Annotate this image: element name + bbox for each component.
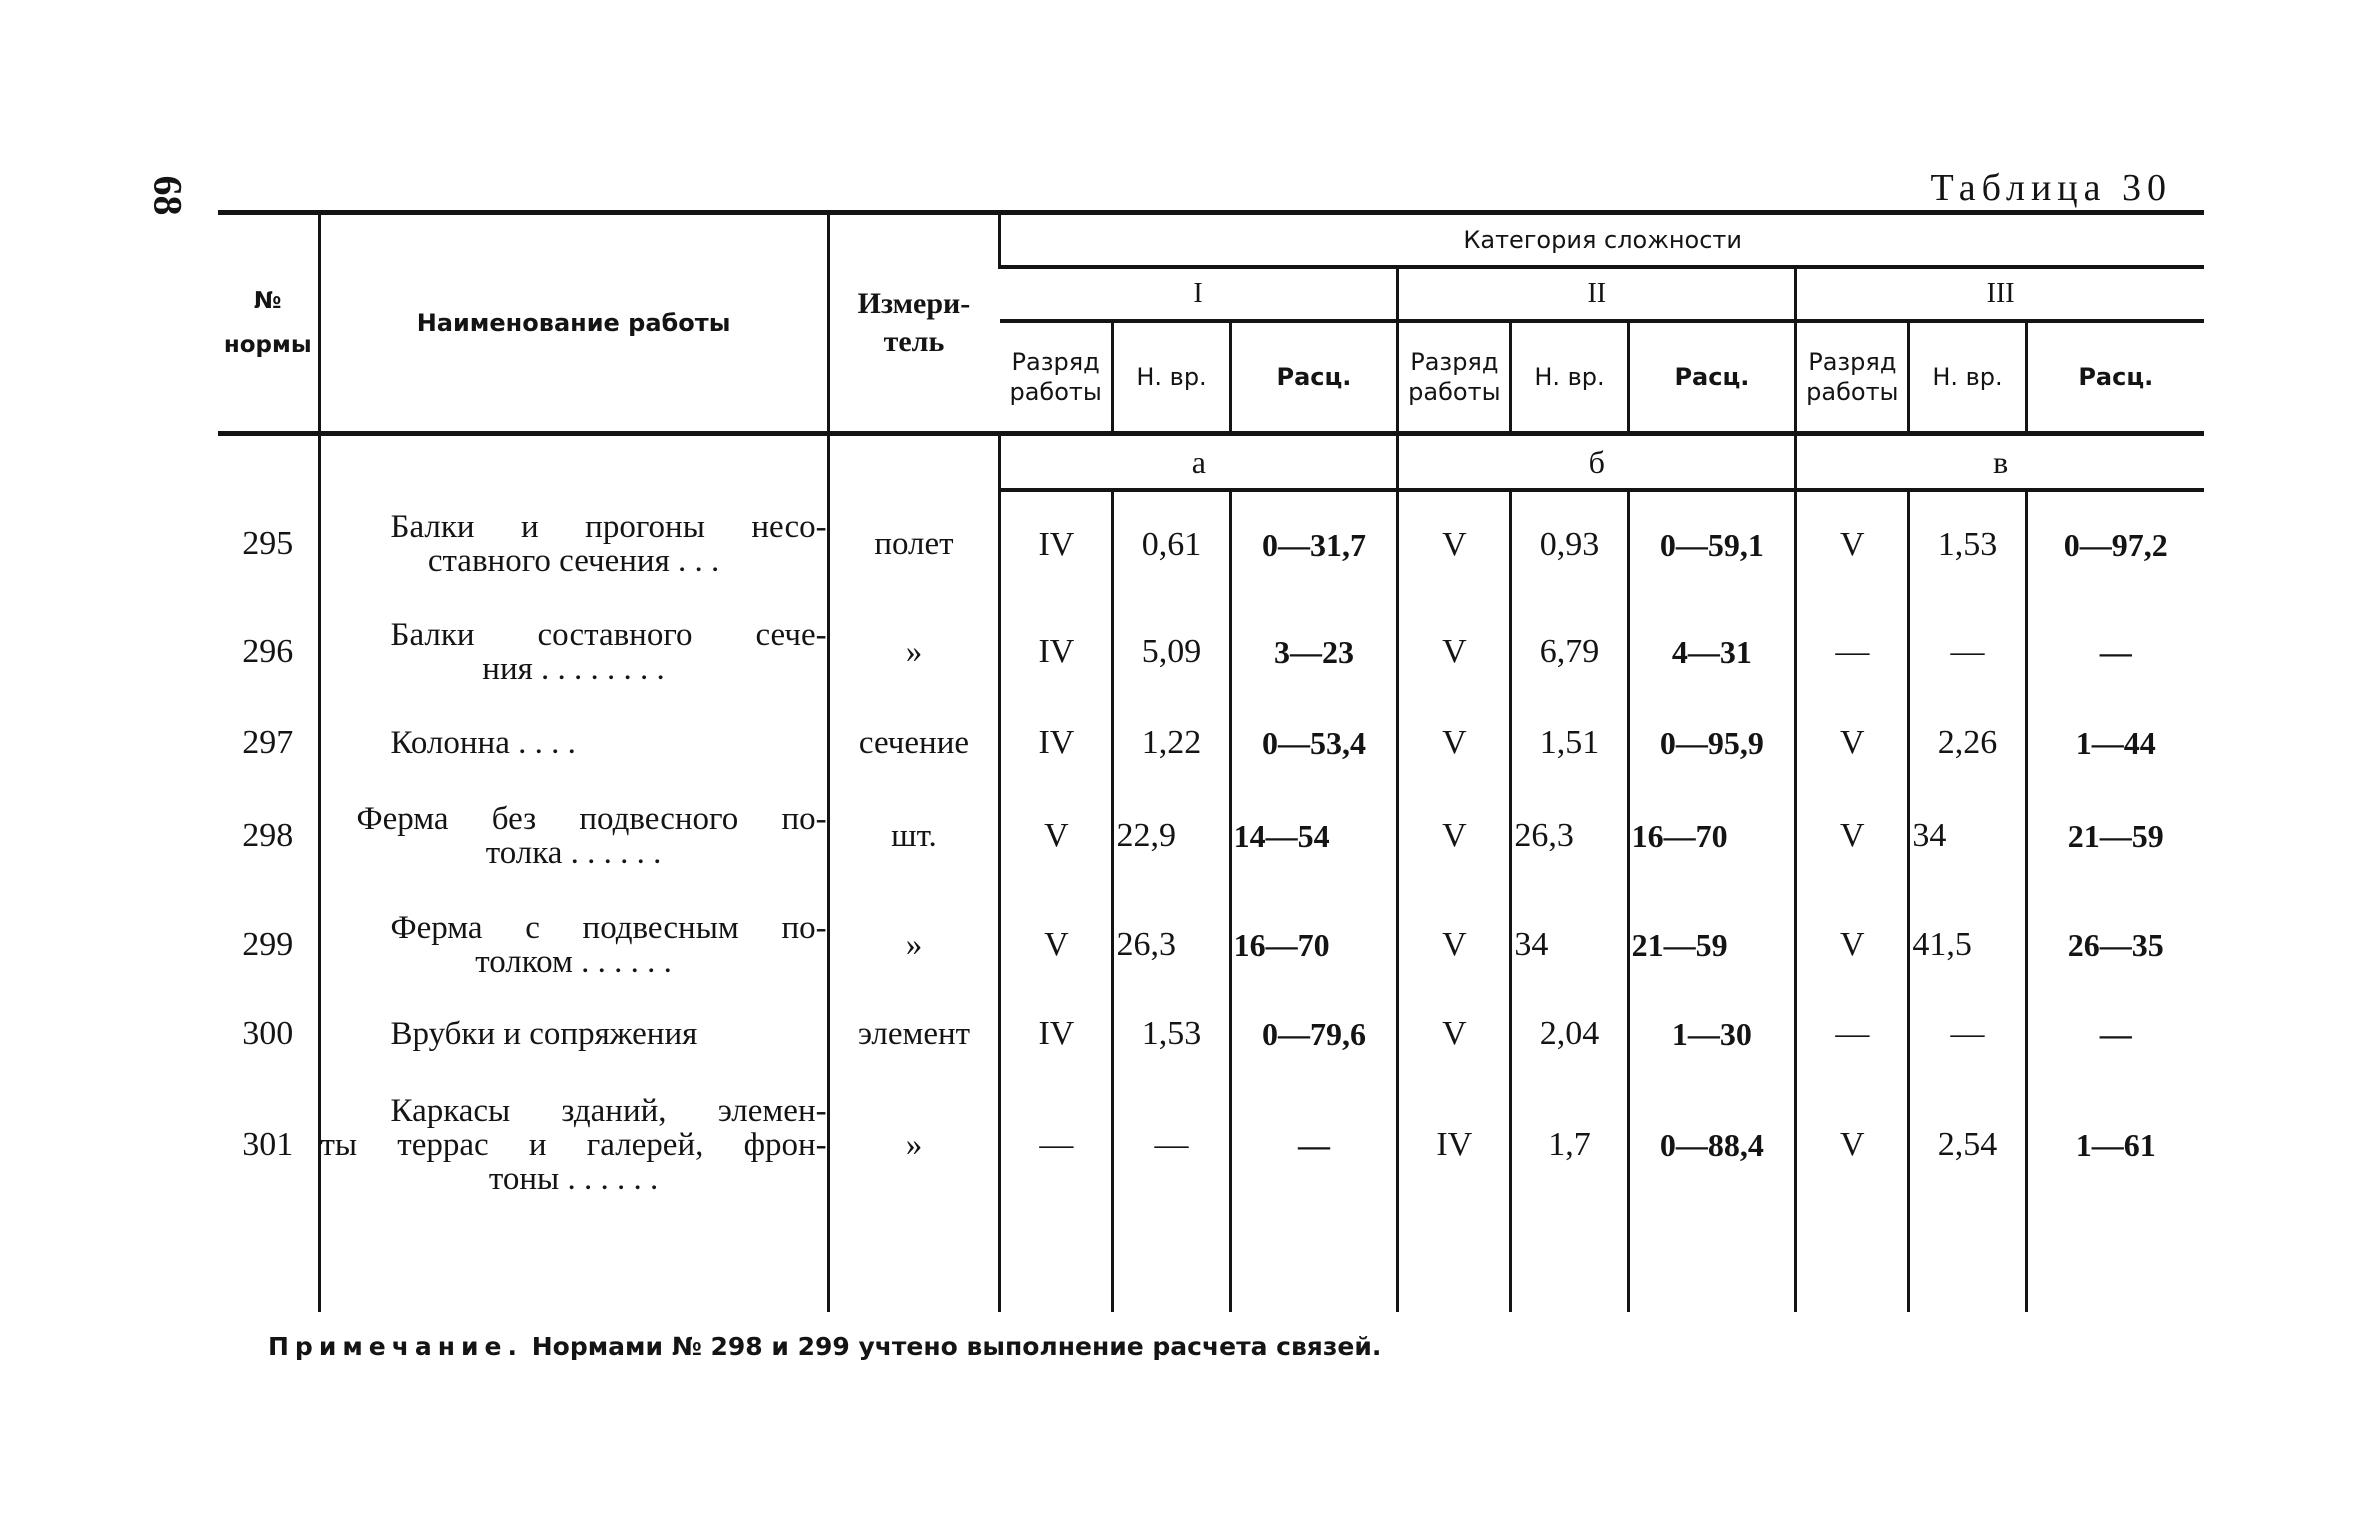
table-row-spacer (218, 1220, 2204, 1312)
grade: V (1398, 998, 1511, 1070)
header-time-1: Н. вр. (1113, 321, 1230, 434)
table-row (218, 706, 2204, 780)
note-text: Нормами № 298 и 299 учтено выполнение расчета связей. (531, 1332, 1382, 1361)
work-name (319, 780, 828, 892)
time: 2,54 (1909, 1070, 2026, 1220)
header-rate-3: Расц. (2026, 321, 2204, 434)
table-row (218, 892, 2204, 998)
header-rate-1: Расц. (1230, 321, 1398, 434)
grade: V (1796, 892, 1909, 998)
page-number: 68 (145, 175, 191, 216)
table-row (218, 998, 2204, 1070)
rate: 3—23 (1230, 598, 1398, 706)
grade: V (1796, 780, 1909, 892)
rate: — (1230, 1070, 1398, 1220)
table-note (268, 1332, 1381, 1361)
time: 41,5 (1909, 892, 2026, 998)
rate: 0—95,9 (1628, 706, 1796, 780)
header-category-2: II (1398, 267, 1796, 321)
norm-number: 296 (242, 633, 294, 670)
work-line: Балки составного сече- (390, 617, 827, 653)
header-num-label: № нормы (223, 288, 312, 358)
grade: V (1000, 780, 1113, 892)
unit: сечение (828, 706, 1000, 780)
work-name (319, 598, 828, 706)
unit: шт. (828, 780, 1000, 892)
grade: V (1398, 706, 1511, 780)
header-grade-label: Разряд работы (1009, 348, 1102, 406)
work-line: Каркасы зданий, элемен- (390, 1093, 827, 1129)
table-row (218, 1070, 2204, 1220)
rate: 16—70 (1230, 892, 1398, 998)
time: 6,79 (1511, 598, 1628, 706)
time: 1,22 (1113, 706, 1230, 780)
work-line: ния . . . . . . . . (482, 651, 665, 687)
time: 5,09 (1113, 598, 1230, 706)
unit: полет (828, 490, 1000, 598)
grade: V (1796, 490, 1909, 598)
work-line: толком . . . . . . (475, 944, 672, 980)
header-grade-2 (1398, 321, 1511, 434)
rate: 1—61 (2026, 1070, 2204, 1220)
time: 2,26 (1909, 706, 2026, 780)
norm-number: 300 (242, 1015, 294, 1052)
work-name (319, 706, 828, 780)
rate: — (2026, 998, 2204, 1070)
time: 22,9 (1113, 780, 1230, 892)
grade: IV (1000, 598, 1113, 706)
header-grade-3 (1796, 321, 1909, 434)
work-line: Колонна . . . . (390, 725, 576, 761)
rate: 21—59 (2026, 780, 2204, 892)
time: 2,04 (1511, 998, 1628, 1070)
grade: IV (1000, 998, 1113, 1070)
header-category: Категория сложности (1000, 213, 2204, 268)
time: 1,53 (1909, 490, 2026, 598)
grade: V (1796, 706, 1909, 780)
time: 0,93 (1511, 490, 1628, 598)
header-category-1: I (1000, 267, 1398, 321)
table-caption: Таблица 30 (1930, 167, 2172, 209)
unit: элемент (828, 998, 1000, 1070)
table-row (218, 780, 2204, 892)
header-grade-1 (1000, 321, 1113, 434)
grade: — (1796, 998, 1909, 1070)
rate: 0—79,6 (1230, 998, 1398, 1070)
letter-b: б (1398, 434, 1796, 491)
grade: V (1398, 598, 1511, 706)
rate: 0—31,7 (1230, 490, 1398, 598)
rate: 14—54 (1230, 780, 1398, 892)
grade: V (1398, 490, 1511, 598)
time: 26,3 (1113, 892, 1230, 998)
header-time-3: Н. вр. (1909, 321, 2026, 434)
grade: V (1796, 1070, 1909, 1220)
work-line: Врубки и сопряжения (390, 1016, 698, 1052)
work-name (319, 998, 828, 1070)
rate: 26—35 (2026, 892, 2204, 998)
rate: 21—59 (1628, 892, 1796, 998)
work-name (319, 490, 828, 598)
grade: IV (1398, 1070, 1511, 1220)
header-unit-label: Измери- тель (857, 287, 971, 358)
grade: — (1000, 1070, 1113, 1220)
grade: V (1000, 892, 1113, 998)
grade: V (1398, 892, 1511, 998)
rate: 1—44 (2026, 706, 2204, 780)
time: — (1909, 998, 2026, 1070)
header-grade-label: Разряд работы (1806, 348, 1899, 406)
header-time-2: Н. вр. (1511, 321, 1628, 434)
grade: IV (1000, 490, 1113, 598)
work-line: Балки и прогоны несо- (390, 509, 827, 545)
letter-v: в (1796, 434, 2204, 491)
time: 1,53 (1113, 998, 1230, 1070)
time: — (1113, 1070, 1230, 1220)
rate: 4—31 (1628, 598, 1796, 706)
rate: 0—88,4 (1628, 1070, 1796, 1220)
table-row (218, 598, 2204, 706)
table-row (218, 490, 2204, 598)
norms-table (218, 210, 2204, 1312)
grade: — (1796, 598, 1909, 706)
work-line: Ферма без подвесного по- (356, 801, 827, 837)
time: 34 (1909, 780, 2026, 892)
work-line: толка . . . . . . (485, 835, 662, 871)
rate: 0—59,1 (1628, 490, 1796, 598)
rate: 1—30 (1628, 998, 1796, 1070)
grade: V (1398, 780, 1511, 892)
rate: 16—70 (1628, 780, 1796, 892)
letter-a: а (1000, 434, 1398, 491)
work-name (319, 1070, 828, 1220)
header-rate-2: Расц. (1628, 321, 1796, 434)
norm-number: 301 (242, 1126, 294, 1163)
norm-number: 297 (242, 724, 294, 761)
header-category-3: III (1796, 267, 2204, 321)
time: 1,51 (1511, 706, 1628, 780)
header-num (218, 213, 319, 434)
note-label: Примечание. (268, 1332, 524, 1361)
time: 0,61 (1113, 490, 1230, 598)
work-name (319, 892, 828, 998)
time: 1,7 (1511, 1070, 1628, 1220)
unit: » (828, 892, 1000, 998)
work-line: ты террас и галерей, фрон- (320, 1127, 827, 1163)
time: 26,3 (1511, 780, 1628, 892)
time: 34 (1511, 892, 1628, 998)
norm-number: 295 (242, 525, 294, 562)
header-unit (828, 213, 1000, 434)
work-line: ставного сечения . . . (427, 543, 720, 579)
norm-number: 299 (242, 926, 294, 963)
grade: IV (1000, 706, 1113, 780)
header-grade-label: Разряд работы (1408, 348, 1501, 406)
unit: » (828, 1070, 1000, 1220)
rate: 0—53,4 (1230, 706, 1398, 780)
rate: — (2026, 598, 2204, 706)
norm-number: 298 (242, 817, 294, 854)
rate: 0—97,2 (2026, 490, 2204, 598)
header-work: Наименование работы (319, 213, 828, 434)
unit: » (828, 598, 1000, 706)
work-line: тоны . . . . . . (488, 1161, 659, 1197)
time: — (1909, 598, 2026, 706)
work-line: Ферма с подвесным по- (390, 910, 827, 946)
